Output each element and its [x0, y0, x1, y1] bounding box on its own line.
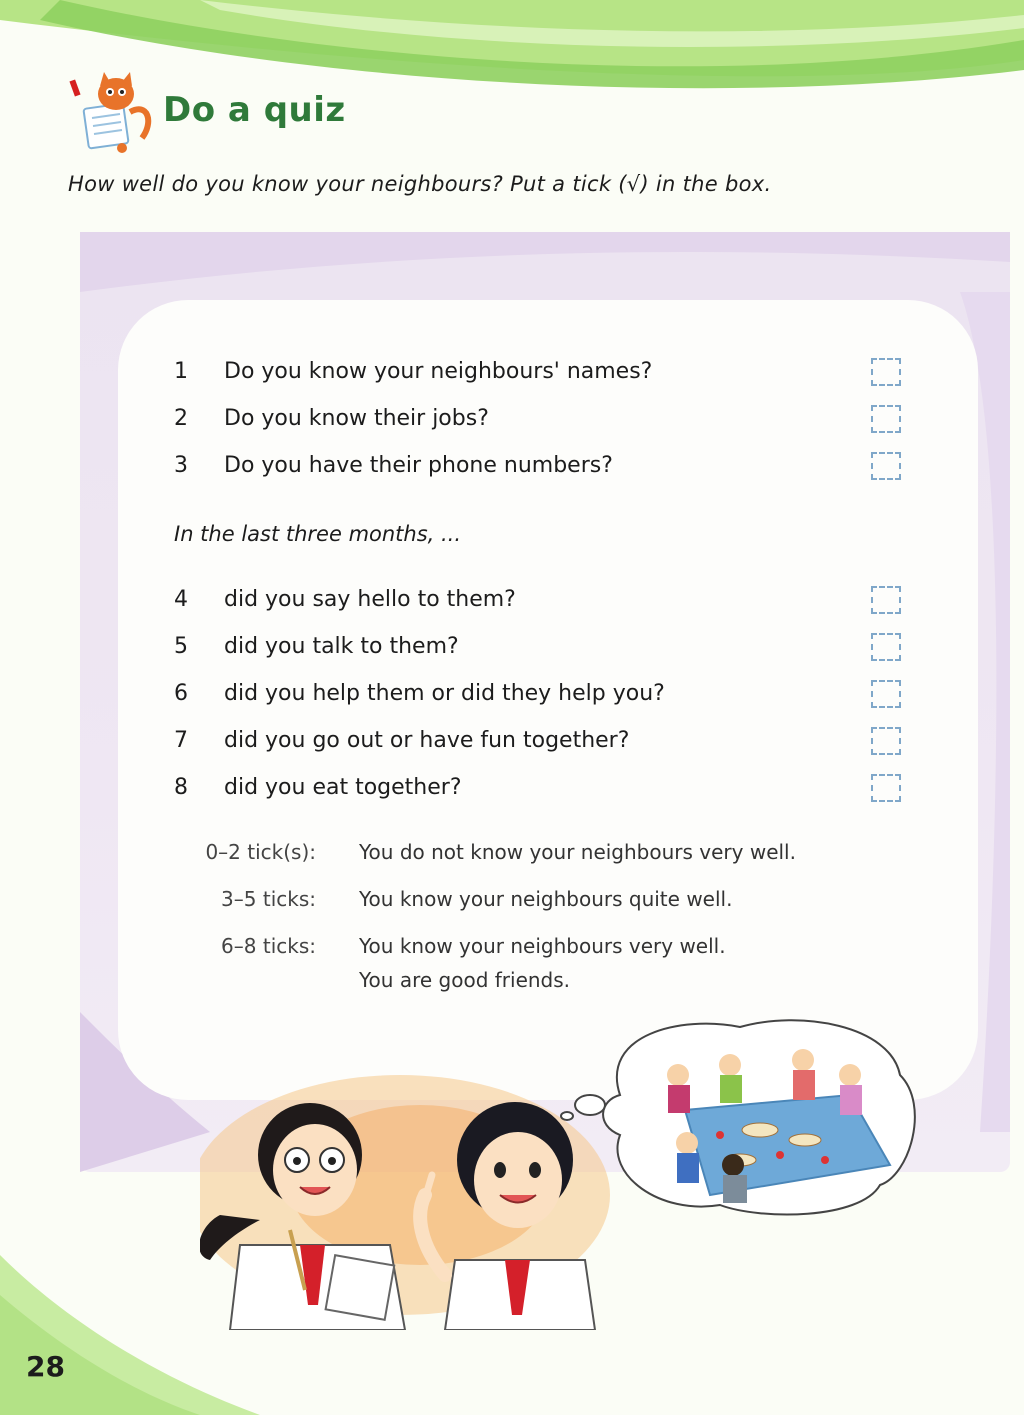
cat-mascot-icon [68, 72, 160, 154]
tick-box-7[interactable] [871, 727, 901, 755]
question-text: did you help them or did they help you? [224, 681, 665, 706]
question-item [174, 352, 914, 399]
question-number: 3 [174, 453, 188, 478]
quiz-instruction: How well do you know your neighbours? Put a tick (√) in the box. [68, 172, 772, 196]
question-item [174, 446, 914, 493]
question-item [174, 399, 914, 446]
score-range-label: 3–5 ticks: [221, 887, 316, 911]
question-text: did you eat together? [224, 775, 462, 800]
question-text: Do you have their phone numbers? [224, 453, 613, 478]
question-item [174, 580, 914, 627]
score-key [176, 840, 896, 1014]
tick-box-4[interactable] [871, 586, 901, 614]
score-range-label: 6–8 ticks: [221, 934, 316, 958]
question-number: 4 [174, 587, 188, 612]
tick-box-1[interactable] [871, 358, 901, 386]
score-row [176, 840, 896, 887]
question-text: did you talk to them? [224, 634, 459, 659]
question-number: 5 [174, 634, 188, 659]
tick-box-3[interactable] [871, 452, 901, 480]
question-number: 1 [174, 359, 188, 384]
score-row [176, 934, 896, 1014]
tick-box-2[interactable] [871, 405, 901, 433]
question-number: 8 [174, 775, 188, 800]
question-text: Do you know their jobs? [224, 406, 489, 431]
score-description: You know your neighbours quite well. [359, 887, 733, 911]
question-list-general [174, 352, 914, 493]
question-text: did you go out or have fun together? [224, 728, 630, 753]
question-list-recent [174, 580, 914, 815]
score-description: You know your neighbours very well. [359, 934, 726, 958]
question-item [174, 721, 914, 768]
students-illustration [200, 1015, 930, 1330]
question-text: Do you know your neighbours' names? [224, 359, 653, 384]
tick-box-5[interactable] [871, 633, 901, 661]
tick-box-8[interactable] [871, 774, 901, 802]
question-item [174, 674, 914, 721]
score-description-continued: You are good friends. [359, 968, 571, 992]
question-text: did you say hello to them? [224, 587, 516, 612]
page-number: 28 [26, 1350, 65, 1383]
question-number: 7 [174, 728, 188, 753]
sub-heading: In the last three months, ... [174, 522, 462, 546]
question-number: 2 [174, 406, 188, 431]
tick-box-6[interactable] [871, 680, 901, 708]
question-item [174, 768, 914, 815]
section-header [68, 72, 468, 154]
score-description: You do not know your neighbours very well. [359, 840, 796, 864]
question-number: 6 [174, 681, 188, 706]
score-range-label: 0–2 tick(s): [205, 840, 316, 864]
page-title: Do a quiz [163, 90, 346, 130]
question-item [174, 627, 914, 674]
score-row [176, 887, 896, 934]
